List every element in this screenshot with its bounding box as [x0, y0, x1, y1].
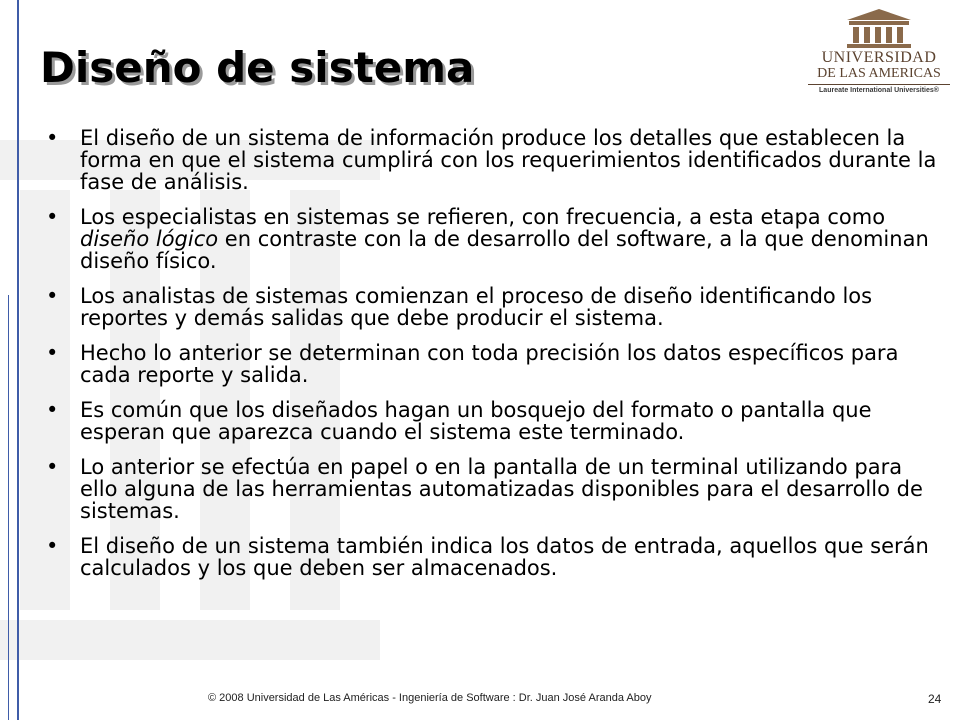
bullet-dot: • — [46, 341, 59, 365]
page-number: 24 — [928, 692, 942, 706]
bullet-text: El diseño de un sistema también indica los datos de entrada, aquellos que serán calculados y los que deben ser almacenados. — [80, 534, 929, 580]
bullet-dot: • — [46, 205, 59, 229]
university-logo — [806, 8, 952, 98]
left-vertical-rule — [17, 0, 19, 720]
bullet-text: El diseño de un sistema de información produce los detalles que establecen la forma en que el sistema cumplirá con los requerimientos identificados durante la fase de análisis. — [80, 126, 937, 194]
slide-footer — [0, 692, 960, 712]
bullet-text: Hecho lo anterior se determinan con toda precisión los datos específicos para cada reporte y salida. — [80, 341, 899, 387]
bullet-text-before: Los especialistas en sistemas se refieren, con frecuencia, a esta etapa como — [80, 205, 886, 229]
bullet-item — [40, 342, 945, 386]
bullet-text: Es común que los diseñados hagan un bosquejo del formato o pantalla que esperan que aparezca cuando el sistema este terminado. — [80, 398, 872, 444]
bullet-text: Lo anterior se efectúa en papel o en la pantalla de un terminal utilizando para ello alguna de las herramientas automatizadas disponibles para el desarrollo de sistemas. — [80, 455, 923, 523]
bullet-item — [40, 399, 945, 443]
logo-text-laureate: Laureate International Universities® — [819, 87, 939, 94]
bullet-text-after: en contraste con la de desarrollo del software, a la que denominan diseño físico. — [80, 227, 929, 273]
bullet-item — [40, 285, 945, 329]
bullet-dot: • — [46, 534, 59, 558]
bullet-dot: • — [46, 284, 59, 308]
bullet-list — [40, 127, 945, 592]
bullet-text-emphasis: diseño lógico — [80, 227, 219, 251]
logo-text-universidad: UNIVERSIDAD — [821, 49, 937, 66]
temple-icon — [806, 8, 952, 50]
logo-divider — [808, 84, 950, 85]
slide-title: Diseño de sistema — [40, 43, 475, 92]
left-vertical-rule-secondary — [8, 295, 9, 720]
bullet-dot: • — [46, 398, 59, 422]
bullet-dot: • — [46, 126, 59, 150]
bullet-item — [40, 456, 945, 522]
footer-copyright: © 2008 Universidad de Las Américas - Ingeniería de Software : Dr. Juan José Aranda Aboy — [208, 692, 652, 704]
bullet-item — [40, 206, 945, 272]
bullet-item — [40, 535, 945, 579]
bullet-dot: • — [46, 455, 59, 479]
logo-text-americas: DE LAS AMERICAS — [817, 66, 941, 81]
bullet-text: Los analistas de sistemas comienzan el proceso de diseño identificando los reportes y demás salidas que debe producir el sistema. — [80, 284, 873, 330]
bullet-item — [40, 127, 945, 193]
